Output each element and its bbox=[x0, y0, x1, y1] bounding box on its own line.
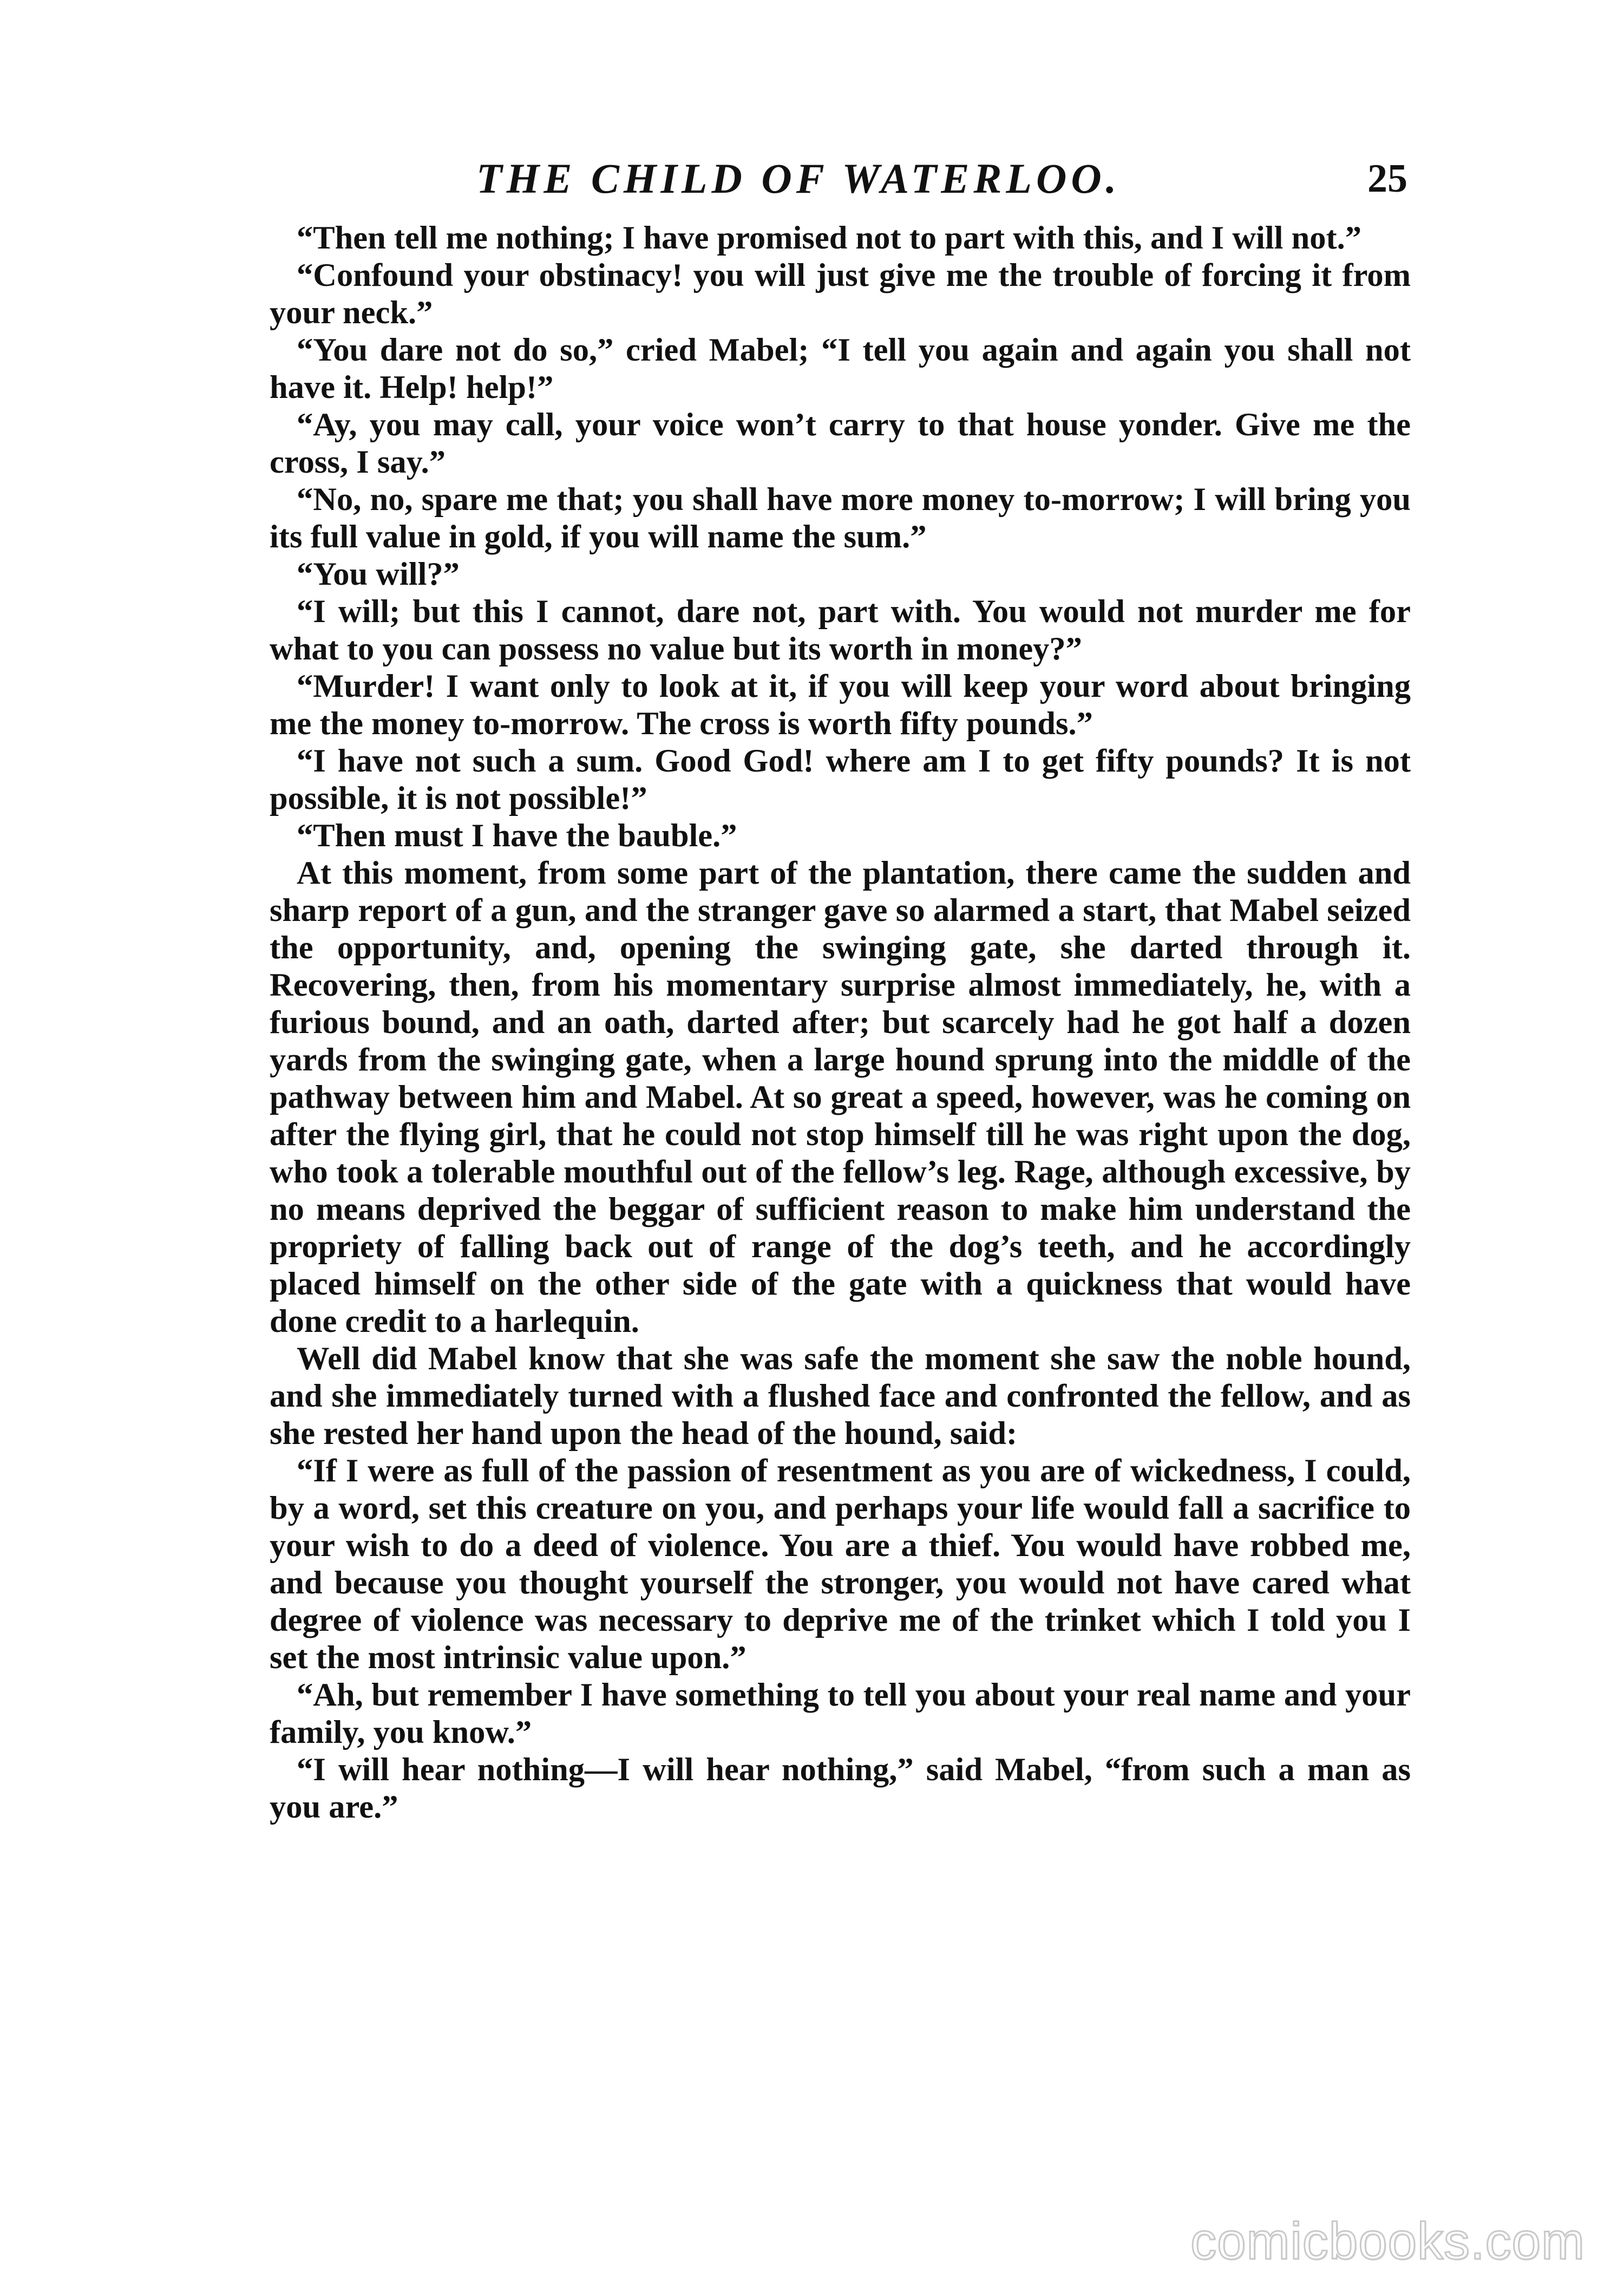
paragraph: “Ay, you may call, your voice won’t carry to that house yonder. Give me the cross, I say.” bbox=[270, 407, 1411, 480]
paragraph: “Ah, but remember I have something to tell you about your real name and your family, you know.” bbox=[270, 1677, 1411, 1750]
paragraph: “No, no, spare me that; you shall have more money to-morrow; I will bring you its full value in gold, if you will name the sum.” bbox=[270, 481, 1411, 555]
paragraph: Well did Mabel know that she was safe the moment she saw the noble hound, and she immediately turned with a flushed face and confronted the fellow, and as she rested her hand upon the head of the hound, said: bbox=[270, 1341, 1411, 1452]
paragraph: “I have not such a sum. Good God! where am I to get fifty pounds? It is not possible, it is not possible!” bbox=[270, 743, 1411, 816]
paragraph: “I will hear nothing—I will hear nothing,” said Mabel, “from such a man as you are.” bbox=[270, 1752, 1411, 1825]
paragraph: At this moment, from some part of the plantation, there came the sudden and sharp report of a gun, and the stranger gave so alarmed a start, that Mabel seized the opportunity, and, opening the swinging gate, she darted through it. Recovering, then, from his momentary surprise almost immediately, he, with a furious bound, and an oath, darted after; but scarcely had he got half a dozen yards from the swinging gate, when a large hound sprung into the middle of the pathway between him and Mabel. At so great a speed, however, was he coming on after the flying girl, that he could not stop himself till he was right upon the dog, who took a tolerable mouthful out of the fellow’s leg. Rage, although excessive, by no means deprived the beggar of sufficient reason to make him understand the propriety of falling back out of range of the dog’s teeth, and he accordingly placed himself on the other side of the gate with a quickness that would have done credit to a harlequin. bbox=[270, 855, 1411, 1339]
paragraph: “Murder! I want only to look at it, if you will keep your word about bringing me the money to-morrow. The cross is worth fifty pounds.” bbox=[270, 668, 1411, 742]
running-head bbox=[271, 149, 1407, 208]
body-text bbox=[270, 219, 1411, 1826]
paragraph: “Then tell me nothing; I have promised not to part with this, and I will not.” bbox=[297, 220, 1362, 256]
paragraph: “You will?” bbox=[297, 556, 460, 592]
running-title: THE CHILD OF WATERLOO. bbox=[476, 155, 1121, 202]
paragraph: “If I were as full of the passion of resentment as you are of wickedness, I could, by a word, set this creature on you, and perhaps your life would fall a sacrifice to your wish to do a deed of violence. You are a thief. You would have robbed me, and because you thought yourself the stronger, you would not have cared what degree of violence was necessary to deprive me of the trinket which I told you I set the most intrinsic value upon.” bbox=[270, 1453, 1411, 1676]
paragraph: “Then must I have the bauble.” bbox=[297, 818, 737, 854]
paragraph: “Confound your obstinacy! you will just give me the trouble of forcing it from your neck.” bbox=[270, 257, 1411, 331]
paragraph: “You dare not do so,” cried Mabel; “I tell you again and again you shall not have it. Help! help!” bbox=[270, 332, 1411, 406]
watermark-logo: comicbooks.com bbox=[1190, 2212, 1585, 2270]
page-number: 25 bbox=[1367, 156, 1407, 201]
paragraph: “I will; but this I cannot, dare not, part with. You would not murder me for what to you can possess no value but its worth in money?” bbox=[270, 593, 1411, 667]
